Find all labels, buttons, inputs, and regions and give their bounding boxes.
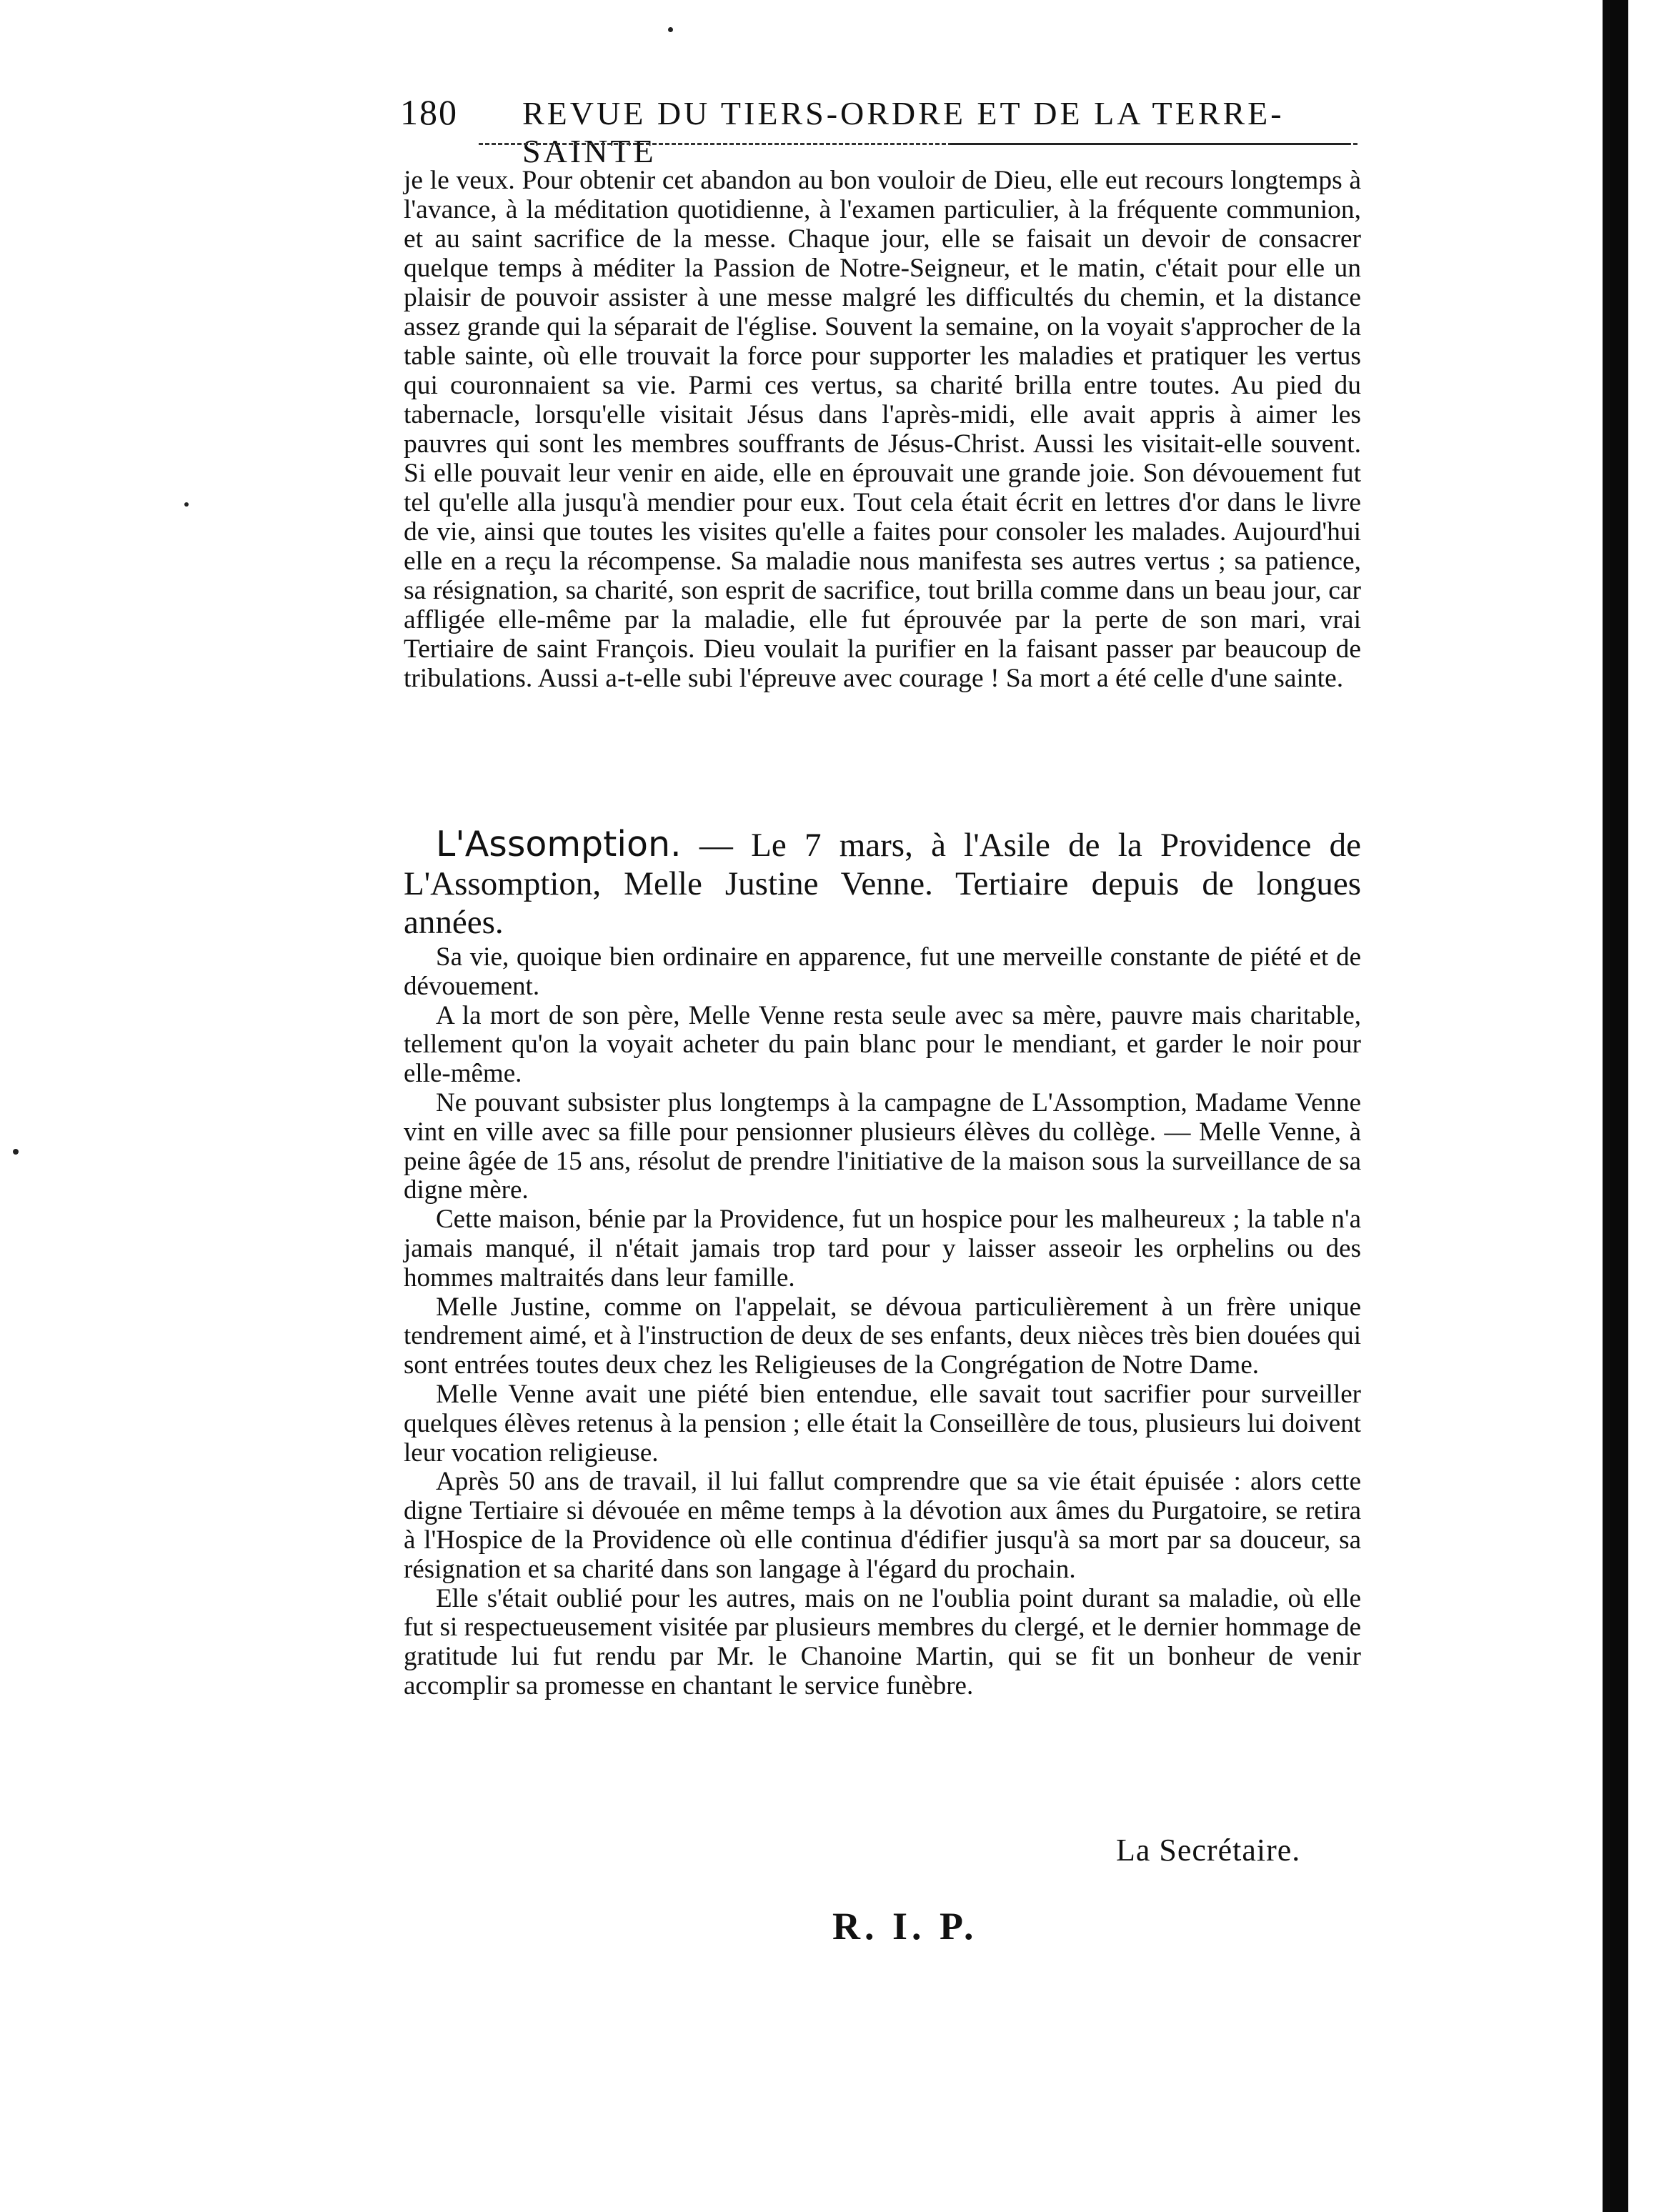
obituary-paragraph: Après 50 ans de travail, il lui fallut comprendre que sa vie était épuisée : alors cette digne Tertiaire si dévouée en même temps à la dévotion aux âmes du Purgatoire, se retira à l'Hospice de la Providence où elle continua d'édifier jusqu'à sa mort par sa douceur, sa résignation et sa charité dans son langage à l'égard du prochain. (404, 1467, 1361, 1584)
page-number: 180 (400, 92, 458, 132)
obituary-paragraph: Ne pouvant subsister plus longtemps à la campagne de L'Assomption, Madame Venne vint en ville avec sa fille pour pensionner plusieurs élèves du collège. — Melle Venne, à peine âgée de 15 ans, résolut de prendre l'initiative de la maison sous la surveillance de sa digne mère. (404, 1087, 1361, 1205)
rip-closing: R. I. P. (832, 1905, 978, 1948)
continuation-paragraph: je le veux. Pour obtenir cet abandon au bon vouloir de Dieu, elle eut recours longtemps à l'avance, à la méditation quotidienne, à l'examen particulier, à la fréquente communion, et au saint sacrifice de la messe. Chaque jour, elle se faisait un devoir de consacrer quelque temps à méditer la Passion de Notre-Seigneur, et le matin, c'était pour elle un plaisir de pouvoir assister à une messe malgré les difficultés du chemin, et la distance assez grande qui la séparait de l'église. Souvent la semaine, on la voyait s'approcher de la table sainte, où elle trouvait la force pour supporter les maladies et pratiquer les vertus qui couronnaient sa vie. Parmi ces vertus, sa charité brilla entre toutes. Au pied du tabernacle, lorsqu'elle visitait Jésus dans l'après-midi, elle avait appris à aimer les pauvres qui sont les membres souffrants de Jésus-Christ. Aussi les visitait-elle souvent. Si elle pouvait leur venir en aide, elle en éprouvait une grande joie. Son dévouement fut tel qu'elle alla jusqu'à mendier pour eux. Tout cela était écrit en lettres d'or dans le livre de vie, ainsi que toutes les visites qu'elle a faites pour consoler les malades. Aujourd'hui elle en a reçu la récompense. Sa maladie nous manifesta ses autres vertus ; sa patience, sa résignation, sa charité, son esprit de sacrifice, tout brilla comme dans un beau jour, car affligée elle-même par la maladie, elle fut éprouvée par la perte de son mari, vrai Tertiaire de saint François. Dieu voulait la purifier en la faisant passer par beaucoup de tribulations. Aussi a-t-elle subi l'épreuve avec courage ! Sa mort a été celle d'une sainte. (404, 166, 1361, 693)
obituary-intro: — Le 7 mars, à l'Asile de la Providence de L'Assomption, Melle Justine Venne. Tertiaire depuis de longues années. (404, 827, 1362, 941)
obituary-paragraph: Melle Venne avait une piété bien entendue, elle savait tout sacrifier pour surveiller quelques élèves retenus à la pension ; elle était la Conseillère de tous, plusieurs lui doivent leur vocation religieuse. (404, 1379, 1361, 1468)
signature: La Secrétaire. (1116, 1833, 1301, 1868)
running-title: REVUE DU TIERS-ORDRE ET DE LA TERRE-SAINTE (522, 95, 1285, 169)
scan-speck (184, 502, 189, 507)
scan-speck (13, 1149, 19, 1155)
obituary-heading (404, 825, 1361, 942)
scan-speck (668, 27, 673, 32)
obituary-paragraph: Melle Justine, comme on l'appelait, se dévoua particulièrement à un frère unique tendrement aimé, et à l'instruction de deux de ses enfants, deux nièces très bien douées qui sont entrées toutes deux chez les Religieuses de la Congrégation de Notre Dame. (404, 1292, 1361, 1380)
scan-border (1603, 0, 1628, 2212)
obituary-paragraph: Sa vie, quoique bien ordinaire en apparence, fut une merveille constante de piété et de dévouement. (404, 942, 1361, 1001)
obituary-paragraph: Elle s'était oublié pour les autres, mais on ne l'oublia point durant sa maladie, où elle fut si respectueusement visitée par plusieurs membres du clergé, et le dernier hommage de gratitude lui fut rendu par Mr. le Chanoine Martin, qui se fit un bonheur de venir accomplir sa promesse en chantant le service funèbre. (404, 1583, 1361, 1700)
obituary-body (404, 943, 1361, 1701)
obituary-place: L'Assomption. (436, 824, 682, 865)
header-rule-solid (950, 143, 1350, 145)
running-header (400, 91, 1350, 170)
obituary-paragraph: A la mort de son père, Melle Venne resta seule avec sa mère, pauvre mais charitable, tellement qu'on la voyait acheter du pain blanc pour le mendiant, et garder le noir pour elle-même. (404, 1000, 1361, 1089)
obituary-paragraph: Cette maison, bénie par la Providence, fut un hospice pour les malheureux ; la table n'a jamais manqué, il n'était jamais trop tard pour y laisser asseoir les orphelins ou des hommes maltraités dans leur famille. (404, 1205, 1361, 1292)
